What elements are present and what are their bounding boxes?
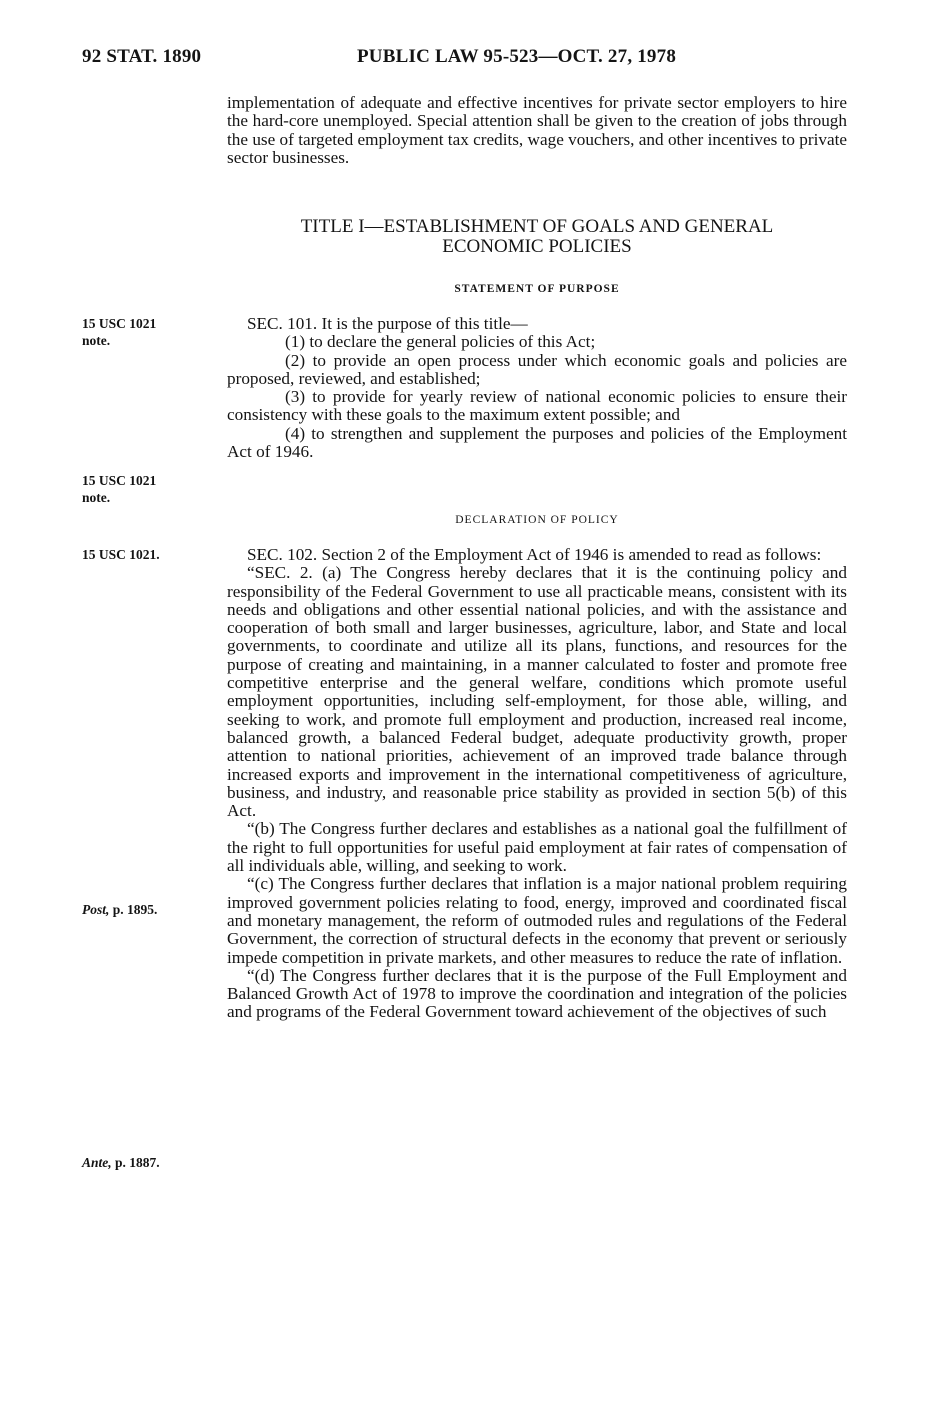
sec101-item-3: (3) to provide for yearly review of national economic policies to ensure their consistency with these goals to the maximum extent possible; and <box>227 387 847 425</box>
margin-note-ante-page: p. 1887. <box>115 1155 160 1170</box>
margin-note-usc-2 <box>82 472 156 506</box>
sec101-item-2: (2) to provide an open process under which economic goals and policies are proposed, reviewed, and established; <box>227 350 847 388</box>
section-102 <box>227 546 847 1022</box>
intro-block <box>227 94 847 167</box>
intro-paragraph: implementation of adequate and effective incentives for private sector employers to hire the hard-core unemployed. Special attention shall be given to the creation of jobs through the use of targeted employment tax credits, wage vouchers, and other incentives to private sector businesses. <box>227 93 847 167</box>
title-line-1: TITLE I—ESTABLISHMENT OF GOALS AND GENERAL <box>300 216 774 237</box>
sec102-subsection-a: “SEC. 2. (a) The Congress hereby declares that it is the continuing policy and responsibility of the Federal Government to use all practicable means, consistent with its needs and obligations and other essential national policies, and with the assistance and cooperation of both small and larger businesses, agriculture, labor, and State and local governments, to coordinate and utilize all its plans, functions, and resources for the purpose of creating and maintaining, in a manner calculated to foster and promote free competitive enterprise and the general welfare, conditions which promote useful employment opportunities, including self-employment, for those able, willing, and seeking to work, and promote full employment and production, increased real income, balanced growth, a balanced Federal budget, adequate productivity growth, proper attention to national priorities, achievement of an improved trade balance through increased exports and improvement in the international competitiveness of agriculture, business, and industry, and reasonable price stability as provided in section 5(b) of this Act. <box>227 563 847 821</box>
title-line-2: ECONOMIC POLICIES <box>442 236 632 257</box>
statement-of-purpose-heading: STATEMENT OF PURPOSE <box>454 283 620 295</box>
margin-note-ante-ref: Ante, <box>82 1155 112 1170</box>
page-stat-citation: 92 STAT. 1890 <box>82 46 202 67</box>
sec101-item-1: (1) to declare the general policies of this Act; <box>285 332 596 352</box>
title-heading <box>227 217 847 257</box>
margin-note-usc-2-line2: note. <box>82 490 111 505</box>
sec102-subsection-c: “(c) The Congress further declares that inflation is a major national problem requiring improved government policies relating to food, energy, improved and coordinated fiscal and monetary management, the reform of outmoded rules and regulations of the Federal Government, the correction of structural defects in the economy that prevent or seriously impede competition in private markets, and other measures to reduce the rate of inflation. <box>227 874 847 967</box>
sec102-subsection-b: “(b) The Congress further declares and establishes as a national goal the fulfillment of the right to full opportunities for useful paid employment at fair rates of compensation of all individuals able, willing, and seeking to work. <box>227 819 847 876</box>
margin-note-post-ref: Post, <box>82 902 110 917</box>
sec102-lead: SEC. 102. Section 2 of the Employment Act of 1946 is amended to read as follows: <box>247 545 822 564</box>
declaration-of-policy-heading: DECLARATION OF POLICY <box>455 514 619 526</box>
margin-note-usc-1 <box>82 315 156 349</box>
sec101-item-4: (4) to strengthen and supplement the purposes and policies of the Employment Act of 1946. <box>227 423 847 462</box>
section-101 <box>227 315 847 461</box>
margin-note-post-page: p. 1895. <box>112 902 158 917</box>
sec101-lead: SEC. 101. It is the purpose of this title— <box>247 314 528 333</box>
margin-note-usc-1-line1: 15 USC 1021 <box>82 316 157 331</box>
sec102-subsection-d: “(d) The Congress further declares that it is the purpose of the Full Employment and Balanced Growth Act of 1978 to improve the coordination and integration of the policies and programs of the Federal Government toward achievement of the objectives of such <box>227 965 847 1022</box>
page-running-title: PUBLIC LAW 95-523—OCT. 27, 1978 <box>357 46 677 67</box>
margin-note-usc-1-line2: note. <box>82 333 111 348</box>
margin-note-post <box>82 901 157 918</box>
margin-note-usc-3: 15 USC 1021. <box>82 547 160 562</box>
margin-note-ante <box>82 1154 160 1171</box>
margin-note-usc-2-line1: 15 USC 1021 <box>82 473 157 488</box>
